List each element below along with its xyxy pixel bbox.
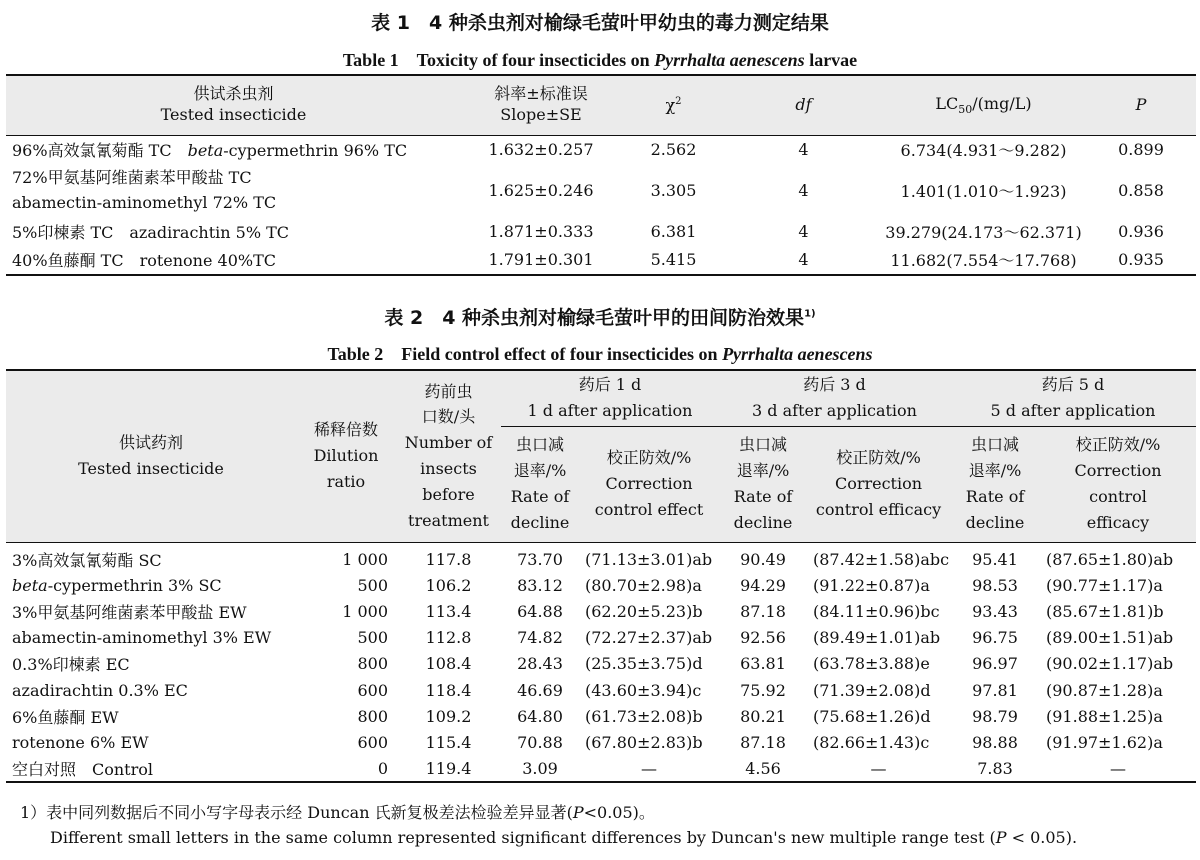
cell-d3-correction: (63.78±3.88)e [813, 654, 930, 674]
cell-p: 0.935 [1118, 250, 1164, 269]
table1-header-slope: 斜率±标准误 Slope±SE [461, 75, 621, 135]
table-row [6, 542, 1196, 573]
cell-lc50: 1.401(1.010～1.923) [900, 182, 1067, 201]
cell-df: 4 [798, 222, 809, 241]
cell-slope: 1.632±0.257 [488, 140, 594, 159]
cell-insecticide: 空白对照 Control [12, 759, 154, 779]
cell-d3-rate: 87.18 [740, 732, 786, 752]
table-row [6, 677, 1196, 703]
cell-insecticide: 3%高效氯氰菊酯 SC [12, 551, 162, 571]
cell-insecticide: azadirachtin 0.3% EC [12, 680, 188, 700]
cell-d3-rate: 4.56 [745, 758, 781, 778]
cell-dilution: 800 [357, 654, 388, 674]
table1-header-p: P [1086, 75, 1196, 135]
cell-d3-correction: (91.22±0.87)a [813, 576, 930, 596]
cell-before: 112.8 [425, 628, 472, 648]
footnote-en: Different small letters in the same column represented significant differences by Duncan's new multiple range test (P < 0.05). [50, 828, 1078, 847]
cell-slope: 1.625±0.246 [488, 181, 594, 200]
cell-d5-rate: 95.41 [972, 550, 1018, 570]
cell-insecticide: 3%甲氨基阿维菌素苯甲酸盐 EW [12, 603, 247, 623]
cell-d3-correction: (89.49±1.01)ab [813, 628, 941, 648]
cell-d3-correction: (84.11±0.96)bc [813, 602, 940, 622]
cell-before: 118.4 [425, 680, 472, 700]
cell-d3-correction: (87.42±1.58)abc [813, 550, 950, 570]
table2-header-before: 药前虫 口数/头 Number of insects before treatment [396, 370, 501, 542]
cell-d3-rate: 75.92 [740, 680, 786, 700]
cell-d3-rate: 92.56 [740, 628, 786, 648]
cell-d1-correction: — [641, 758, 657, 778]
cell-lc50: 39.279(24.173～62.371) [885, 223, 1082, 242]
table-row [6, 703, 1196, 729]
cell-d3-rate: 80.21 [740, 706, 786, 726]
cell-d1-correction: (71.13±3.01)ab [585, 550, 713, 570]
cell-d3-correction: (71.39±2.08)d [813, 680, 931, 700]
table1-title-cn: 表 1 4 种杀虫剂对榆绿毛萤叶甲幼虫的毒力测定结果 [371, 12, 829, 34]
cell-d5-rate: 96.75 [972, 628, 1018, 648]
cell-df: 4 [798, 181, 809, 200]
table1-header-lc50: $LC_{50}/(mg/L)$ [881, 75, 1086, 135]
table2-title-en: Table 2 Field control effect of four insecticides on Pyrrhalta aenescens [327, 344, 873, 364]
cell-d5-correction: (85.67±1.81)b [1046, 602, 1164, 622]
table-row [6, 218, 1196, 246]
cell-insecticide: rotenone 6% EW [12, 732, 149, 752]
cell-slope: 1.871±0.333 [488, 222, 594, 241]
table2-header-day5: 药后 5 d 5 d after application [950, 370, 1196, 426]
cell-d5-correction: — [1110, 758, 1126, 778]
cell-dilution: 500 [357, 628, 388, 648]
table2-title-cn: 表 2 4 种杀虫剂对榆绿毛萤叶甲的田间防治效果$^{1)}$ [384, 307, 816, 329]
cell-d3-rate: 94.29 [740, 576, 786, 596]
table2-header-decline-d5: 虫口减 退率/% Rate of decline [950, 426, 1040, 542]
table1-header-row [6, 75, 1196, 135]
cell-d1-rate: 28.43 [517, 654, 563, 674]
cell-chi2: 3.305 [650, 181, 697, 200]
cell-insecticide: abamectin-aminomethyl 3% EW [12, 628, 272, 648]
footnote-cn: 1）表中同列数据后不同小写字母表示经 Duncan 氏新复极差法检验差异显著(P<0.05)。 [20, 803, 655, 822]
cell-d5-correction: (91.88±1.25)a [1046, 706, 1163, 726]
cell-lc50: 6.734(4.931～9.282) [900, 141, 1067, 160]
cell-d5-rate: 96.97 [972, 654, 1018, 674]
cell-insecticide: 5%印楝素 TC azadirachtin 5% TC [12, 223, 290, 242]
cell-d5-correction: (89.00±1.51)ab [1046, 628, 1174, 648]
cell-d1-rate: 46.69 [517, 680, 563, 700]
table-row [6, 755, 1196, 782]
cell-d5-correction: (91.97±1.62)a [1046, 732, 1163, 752]
table2-header-correction-d1: 校正防效/% Correction control effect [579, 426, 719, 542]
cell-d3-rate: 63.81 [740, 654, 786, 674]
table1 [6, 74, 1196, 276]
table2-header-correction-d5: 校正防效/% Correction control efficacy [1040, 426, 1196, 542]
cell-d1-rate: 73.70 [517, 550, 563, 570]
cell-d5-correction: (90.77±1.17)a [1046, 576, 1163, 596]
cell-d1-rate: 64.88 [517, 602, 563, 622]
table2-header-decline-d3: 虫口减 退率/% Rate of decline [719, 426, 807, 542]
table2-header-row-1 [6, 370, 1196, 426]
cell-d1-correction: (80.70±2.98)a [585, 576, 702, 596]
cell-d5-rate: 7.83 [977, 758, 1013, 778]
cell-dilution: 600 [357, 732, 388, 752]
cell-d1-correction: (61.73±2.08)b [585, 706, 703, 726]
cell-insecticide: 40%鱼藤酮 TC rotenone 40%TC [12, 251, 277, 270]
cell-lc50: 11.682(7.554～17.768) [890, 251, 1077, 270]
table1-header-chi2: $\chi^2$ [621, 75, 726, 135]
cell-d5-rate: 93.43 [972, 602, 1018, 622]
cell-d3-correction: (82.66±1.43)c [813, 732, 930, 752]
cell-d5-correction: (90.02±1.17)ab [1046, 654, 1174, 674]
table2-header-correction-d3: 校正防效/% Correction control efficacy [807, 426, 950, 542]
table-row [6, 164, 1196, 218]
cell-d1-correction: (67.80±2.83)b [585, 732, 703, 752]
cell-before: 106.2 [425, 576, 472, 596]
cell-chi2: 6.381 [650, 222, 697, 241]
table1-title-en: Table 1 Toxicity of four insecticides on Pyrrhalta aenescens larvae [342, 50, 858, 70]
table-row [6, 651, 1196, 677]
table2 [6, 369, 1196, 783]
cell-before: 119.4 [425, 758, 472, 778]
cell-before: 108.4 [425, 654, 472, 674]
table1-header-insecticide: 供试杀虫剂 Tested insecticide [6, 75, 461, 135]
cell-df: 4 [798, 140, 809, 159]
cell-insecticide: 0.3%印楝素 EC [12, 655, 130, 675]
table2-header-insecticide: 供试药剂 Tested insecticide [6, 370, 296, 542]
table-row [6, 625, 1196, 651]
cell-d5-rate: 97.81 [972, 680, 1018, 700]
cell-d1-correction: (72.27±2.37)ab [585, 628, 713, 648]
cell-d5-rate: 98.79 [972, 706, 1018, 726]
cell-before: 115.4 [425, 732, 472, 752]
table2-header-dilution: 稀释倍数 Dilution ratio [296, 370, 396, 542]
cell-d3-rate: 90.49 [740, 550, 786, 570]
cell-dilution: 0 [377, 758, 388, 778]
cell-insecticide: beta-cypermethrin 3% SC [12, 576, 222, 596]
cell-before: 109.2 [425, 706, 472, 726]
cell-before: 113.4 [425, 602, 472, 622]
cell-d5-rate: 98.53 [972, 576, 1018, 596]
cell-d1-correction: (43.60±3.94)c [585, 680, 702, 700]
cell-d5-correction: (87.65±1.80)ab [1046, 550, 1174, 570]
cell-d1-correction: (62.20±5.23)b [585, 602, 703, 622]
table-row [6, 599, 1196, 625]
cell-d1-rate: 74.82 [517, 628, 563, 648]
cell-d3-rate: 87.18 [740, 602, 786, 622]
cell-p: 0.858 [1118, 181, 1164, 200]
cell-d3-correction: — [870, 758, 887, 778]
cell-d3-correction: (75.68±1.26)d [813, 706, 931, 726]
cell-dilution: 500 [357, 576, 388, 596]
table2-header-decline-d1: 虫口减 退率/% Rate of decline [501, 426, 579, 542]
cell-p: 0.936 [1118, 222, 1164, 241]
table-row [6, 573, 1196, 599]
table2-header-day3: 药后 3 d 3 d after application [719, 370, 950, 426]
table2-header-day1: 药后 1 d 1 d after application [501, 370, 719, 426]
cell-insecticide: 72%甲氨基阿维菌素苯甲酸盐 TC abamectin-aminomethyl 72% TC [12, 167, 277, 212]
cell-df: 4 [798, 250, 809, 269]
cell-before: 117.8 [425, 550, 472, 570]
cell-chi2: 5.415 [650, 250, 697, 269]
cell-chi2: 2.562 [650, 140, 697, 159]
cell-dilution: 600 [357, 680, 388, 700]
cell-dilution: 1 000 [342, 550, 388, 570]
cell-dilution: 800 [357, 706, 388, 726]
cell-d5-rate: 98.88 [972, 732, 1018, 752]
cell-dilution: 1 000 [342, 602, 388, 622]
cell-insecticide: 96%高效氯氰菊酯 TC beta-cypermethrin 96% TC [12, 141, 408, 160]
cell-d1-correction: (25.35±3.75)d [585, 654, 703, 674]
cell-d1-rate: 70.88 [517, 732, 563, 752]
cell-slope: 1.791±0.301 [488, 250, 594, 269]
cell-d1-rate: 83.12 [517, 576, 563, 596]
table-row [6, 246, 1196, 275]
table1-header-df: df [726, 75, 881, 135]
table-row [6, 729, 1196, 755]
cell-p: 0.899 [1118, 140, 1164, 159]
cell-d1-rate: 64.80 [517, 706, 563, 726]
cell-insecticide: 6%鱼藤酮 EW [12, 707, 119, 727]
table-row [6, 135, 1196, 164]
cell-d1-rate: 3.09 [522, 758, 558, 778]
cell-d5-correction: (90.87±1.28)a [1046, 680, 1163, 700]
